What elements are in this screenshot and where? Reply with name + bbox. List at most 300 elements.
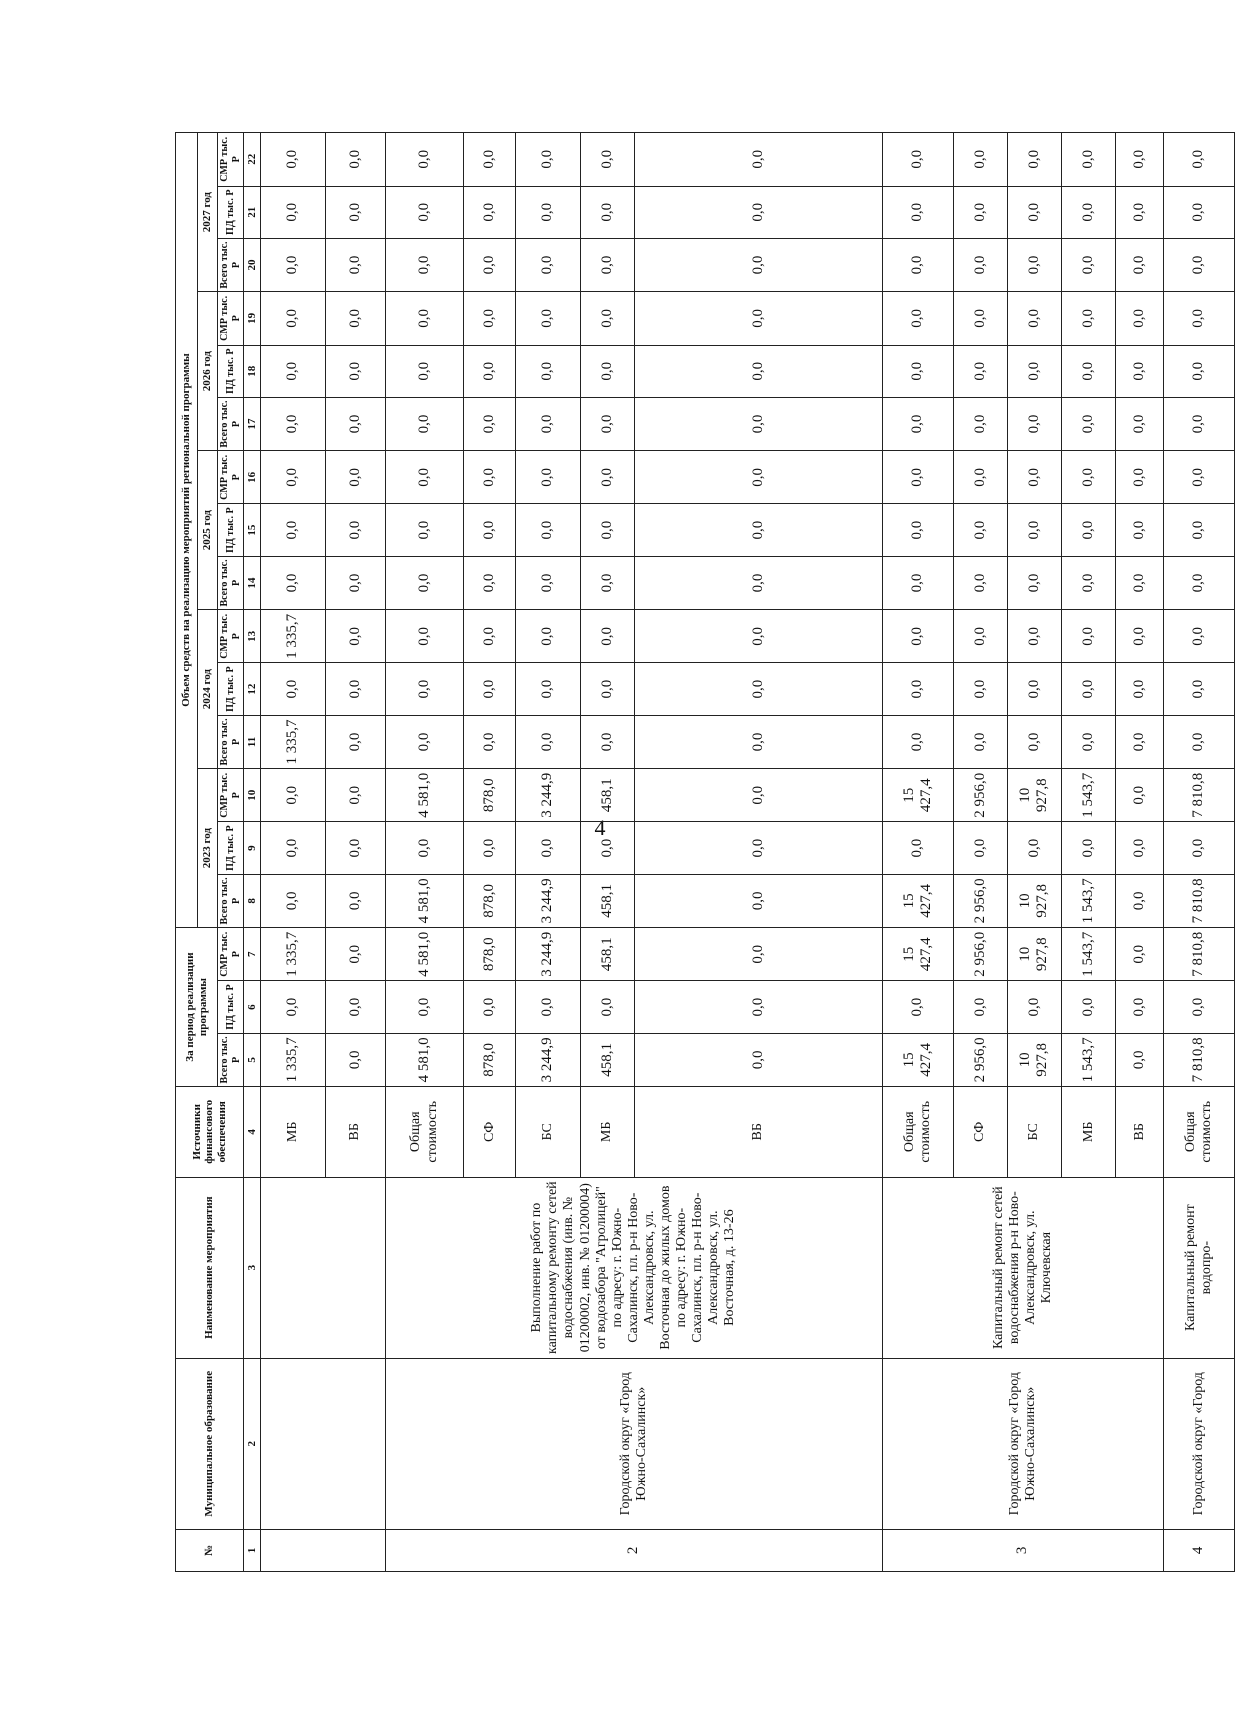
value-cell: 0,0 — [325, 345, 385, 397]
value-cell: 0,0 — [516, 133, 581, 187]
column-number: 8 — [244, 874, 261, 927]
value-cell: 0,0 — [1007, 981, 1061, 1033]
value-cell: 0,0 — [1007, 397, 1061, 450]
activity-name-cell: Выполнение работ по капитальному ремонту сетей водоснабжения (инв. № 01200002, инв. № 01200004) от водозабора "Агролицей" по адресу: г. Южно-Сахалинск, пл. р-н Ново-Александровск, ул. Восточная до жилых домов по адресу: г. Южно-Сахалинск, пл. р-н Ново-Александровск, ул. Восточная, д. 13-26 — [385, 1177, 882, 1358]
value-cell: 0,0 — [1116, 556, 1164, 609]
value-cell: 10 927,8 — [1007, 928, 1061, 981]
value-cell: 878,0 — [464, 769, 516, 822]
header-year: 2025 год — [198, 451, 218, 610]
value-cell: 15 427,4 — [882, 928, 953, 981]
value-cell: 0,0 — [1116, 504, 1164, 556]
value-cell: 0,0 — [634, 981, 882, 1033]
value-cell: 1 335,7 — [261, 928, 326, 981]
value-cell: 0,0 — [634, 769, 882, 822]
table-row — [882, 133, 953, 1572]
value-cell: 7 810,8 — [1164, 1033, 1235, 1086]
value-cell: 1 543,7 — [1061, 928, 1115, 981]
value-cell: 7 810,8 — [1164, 928, 1235, 981]
value-cell: 0,0 — [325, 292, 385, 345]
value-cell: 878,0 — [464, 874, 516, 927]
value-cell: 0,0 — [1061, 397, 1115, 450]
source-cell: МБ — [580, 1087, 634, 1178]
value-cell: 0,0 — [1007, 610, 1061, 663]
value-cell: 2 956,0 — [953, 874, 1007, 927]
value-cell: 0,0 — [580, 451, 634, 504]
value-cell: 0,0 — [882, 397, 953, 450]
column-number: 19 — [244, 292, 261, 345]
value-cell: 0,0 — [1164, 504, 1235, 556]
value-cell: 0,0 — [464, 981, 516, 1033]
value-cell: 0,0 — [1061, 822, 1115, 874]
value-cell: 0,0 — [516, 610, 581, 663]
value-cell: 0,0 — [953, 663, 1007, 715]
value-cell: 0,0 — [1007, 133, 1061, 187]
value-cell: 0,0 — [516, 981, 581, 1033]
value-cell: 0,0 — [261, 663, 326, 715]
value-cell: 0,0 — [1164, 292, 1235, 345]
value-cell: 0,0 — [1061, 981, 1115, 1033]
value-cell: 0,0 — [1061, 133, 1115, 187]
value-cell: 0,0 — [882, 238, 953, 291]
value-cell: 0,0 — [580, 663, 634, 715]
value-cell: 0,0 — [261, 874, 326, 927]
value-cell: 0,0 — [1116, 981, 1164, 1033]
source-cell: БС — [516, 1087, 581, 1178]
value-cell: 0,0 — [882, 556, 953, 609]
value-cell: 0,0 — [385, 238, 463, 291]
value-cell: 0,0 — [882, 504, 953, 556]
header-year: 2027 год — [198, 133, 218, 292]
value-cell: 0,0 — [580, 186, 634, 238]
value-cell: 0,0 — [953, 715, 1007, 768]
value-cell: 0,0 — [516, 451, 581, 504]
value-cell: 10 927,8 — [1007, 1033, 1061, 1086]
value-cell: 0,0 — [634, 345, 882, 397]
value-cell: 0,0 — [882, 186, 953, 238]
value-cell: 0,0 — [634, 874, 882, 927]
activity-name-cell: Капитальный ремонт сетей водоснабжения р-н Ново-Александровск, ул. Ключевская — [882, 1177, 1163, 1358]
value-cell: 0,0 — [953, 345, 1007, 397]
value-cell: 0,0 — [261, 238, 326, 291]
value-cell: 0,0 — [953, 238, 1007, 291]
value-cell: 0,0 — [953, 610, 1007, 663]
value-cell: 0,0 — [953, 822, 1007, 874]
subheader-cell: СМР тыс. Р — [218, 610, 244, 663]
value-cell: 0,0 — [634, 292, 882, 345]
row-number: 2 — [385, 1529, 882, 1571]
value-cell: 0,0 — [580, 822, 634, 874]
value-cell: 0,0 — [464, 504, 516, 556]
value-cell: 0,0 — [385, 715, 463, 768]
subheader-cell: ПД тыс. Р — [218, 822, 244, 874]
value-cell: 0,0 — [634, 663, 882, 715]
value-cell: 0,0 — [1164, 397, 1235, 450]
value-cell: 0,0 — [385, 133, 463, 187]
value-cell: 0,0 — [1116, 133, 1164, 187]
value-cell: 2 956,0 — [953, 769, 1007, 822]
value-cell: 0,0 — [1116, 822, 1164, 874]
column-number: 3 — [244, 1177, 261, 1358]
value-cell: 0,0 — [1116, 769, 1164, 822]
value-cell: 0,0 — [464, 822, 516, 874]
value-cell: 0,0 — [580, 345, 634, 397]
value-cell: 0,0 — [464, 663, 516, 715]
source-cell: СФ — [464, 1087, 516, 1178]
value-cell: 0,0 — [325, 238, 385, 291]
value-cell: 0,0 — [1061, 451, 1115, 504]
value-cell: 1 543,7 — [1061, 769, 1115, 822]
column-number: 7 — [244, 928, 261, 981]
column-number: 13 — [244, 610, 261, 663]
value-cell: 0,0 — [1164, 556, 1235, 609]
value-cell: 0,0 — [1061, 292, 1115, 345]
value-cell: 0,0 — [1007, 238, 1061, 291]
value-cell: 0,0 — [385, 397, 463, 450]
value-cell: 0,0 — [1061, 238, 1115, 291]
value-cell: 0,0 — [325, 451, 385, 504]
activity-name-cell: Капитальный ремонт водопро- — [1164, 1177, 1235, 1358]
value-cell: 0,0 — [325, 186, 385, 238]
subheader-cell: ПД тыс. Р — [218, 186, 244, 238]
value-cell: 7 810,8 — [1164, 769, 1235, 822]
value-cell: 0,0 — [882, 715, 953, 768]
value-cell: 0,0 — [580, 715, 634, 768]
value-cell: 0,0 — [325, 928, 385, 981]
value-cell: 0,0 — [634, 928, 882, 981]
value-cell: 1 335,7 — [261, 1033, 326, 1086]
value-cell: 0,0 — [464, 238, 516, 291]
activity-name-cell — [261, 1177, 386, 1358]
value-cell: 0,0 — [385, 610, 463, 663]
source-cell: Общая стоимость — [385, 1087, 463, 1178]
source-cell: Общая стоимость — [1164, 1087, 1235, 1178]
header-year: 2026 год — [198, 292, 218, 451]
value-cell: 0,0 — [634, 556, 882, 609]
value-cell: 3 244,9 — [516, 874, 581, 927]
row-number: 3 — [882, 1529, 1163, 1571]
value-cell: 0,0 — [1007, 451, 1061, 504]
value-cell: 0,0 — [634, 451, 882, 504]
value-cell: 0,0 — [385, 186, 463, 238]
value-cell: 2 956,0 — [953, 928, 1007, 981]
value-cell: 0,0 — [1164, 663, 1235, 715]
value-cell: 0,0 — [464, 397, 516, 450]
value-cell: 0,0 — [516, 504, 581, 556]
value-cell: 0,0 — [261, 292, 326, 345]
value-cell: 0,0 — [953, 504, 1007, 556]
value-cell: 458,1 — [580, 928, 634, 981]
value-cell: 0,0 — [261, 451, 326, 504]
value-cell: 0,0 — [385, 345, 463, 397]
value-cell: 0,0 — [1061, 556, 1115, 609]
subheader-cell: СМР тыс. Р — [218, 133, 244, 187]
value-cell: 458,1 — [580, 769, 634, 822]
column-number: 1 — [244, 1529, 261, 1571]
value-cell: 0,0 — [1061, 186, 1115, 238]
column-number: 2 — [244, 1358, 261, 1529]
subheader-cell: Всего тыс. Р — [218, 397, 244, 450]
value-cell: 458,1 — [580, 874, 634, 927]
column-number: 11 — [244, 715, 261, 768]
municipality-cell: Городской округ «Город — [1164, 1358, 1235, 1529]
budget-table — [175, 132, 1235, 1572]
value-cell: 0,0 — [580, 610, 634, 663]
table-row — [1164, 133, 1235, 1572]
value-cell: 0,0 — [1007, 345, 1061, 397]
municipality-cell — [261, 1358, 386, 1529]
value-cell: 15 427,4 — [882, 1033, 953, 1086]
value-cell: 0,0 — [1007, 292, 1061, 345]
value-cell: 0,0 — [953, 556, 1007, 609]
value-cell: 0,0 — [882, 663, 953, 715]
value-cell: 0,0 — [261, 186, 326, 238]
value-cell: 0,0 — [325, 556, 385, 609]
value-cell: 0,0 — [580, 238, 634, 291]
header-sources: Источники финансового обеспечения — [176, 1087, 244, 1178]
value-cell: 0,0 — [1007, 556, 1061, 609]
column-number: 14 — [244, 556, 261, 609]
value-cell: 0,0 — [882, 345, 953, 397]
value-cell: 0,0 — [385, 822, 463, 874]
column-number: 12 — [244, 663, 261, 715]
value-cell: 0,0 — [953, 981, 1007, 1033]
column-number: 9 — [244, 822, 261, 874]
value-cell: 4 581,0 — [385, 769, 463, 822]
value-cell: 0,0 — [261, 133, 326, 187]
value-cell: 0,0 — [580, 292, 634, 345]
value-cell: 0,0 — [385, 451, 463, 504]
value-cell: 0,0 — [516, 663, 581, 715]
value-cell: 0,0 — [464, 133, 516, 187]
value-cell: 0,0 — [516, 238, 581, 291]
value-cell: 2 956,0 — [953, 1033, 1007, 1086]
column-number: 20 — [244, 238, 261, 291]
value-cell: 0,0 — [1164, 186, 1235, 238]
value-cell: 0,0 — [385, 556, 463, 609]
value-cell: 0,0 — [1061, 663, 1115, 715]
value-cell: 0,0 — [882, 451, 953, 504]
source-cell: МБ — [1061, 1087, 1115, 1178]
value-cell: 0,0 — [1164, 238, 1235, 291]
value-cell: 4 581,0 — [385, 1033, 463, 1086]
value-cell: 0,0 — [1164, 610, 1235, 663]
value-cell: 0,0 — [580, 133, 634, 187]
table-row — [261, 133, 326, 1572]
value-cell: 0,0 — [516, 345, 581, 397]
source-cell: ВБ — [1116, 1087, 1164, 1178]
value-cell: 0,0 — [1164, 451, 1235, 504]
value-cell: 1 335,7 — [261, 715, 326, 768]
value-cell: 7 810,8 — [1164, 874, 1235, 927]
value-cell: 0,0 — [325, 822, 385, 874]
value-cell: 0,0 — [385, 504, 463, 556]
value-cell: 0,0 — [1007, 504, 1061, 556]
column-number: 22 — [244, 133, 261, 187]
value-cell: 0,0 — [1061, 715, 1115, 768]
value-cell: 1 543,7 — [1061, 1033, 1115, 1086]
column-number: 21 — [244, 186, 261, 238]
value-cell: 15 427,4 — [882, 874, 953, 927]
value-cell: 0,0 — [1164, 345, 1235, 397]
column-number: 15 — [244, 504, 261, 556]
value-cell: 0,0 — [1061, 345, 1115, 397]
value-cell: 0,0 — [634, 238, 882, 291]
value-cell: 0,0 — [516, 397, 581, 450]
value-cell: 0,0 — [580, 504, 634, 556]
subheader-cell: ПД тыс. Р — [218, 663, 244, 715]
value-cell: 0,0 — [464, 610, 516, 663]
value-cell: 0,0 — [325, 397, 385, 450]
value-cell: 0,0 — [580, 981, 634, 1033]
value-cell: 0,0 — [1116, 292, 1164, 345]
value-cell: 0,0 — [325, 1033, 385, 1086]
value-cell: 0,0 — [261, 345, 326, 397]
value-cell: 0,0 — [385, 663, 463, 715]
header-volume: Объем средств на реализацию мероприятий региональной программы — [176, 133, 198, 928]
value-cell: 0,0 — [1164, 822, 1235, 874]
value-cell: 4 581,0 — [385, 928, 463, 981]
value-cell: 0,0 — [516, 292, 581, 345]
value-cell: 0,0 — [1116, 345, 1164, 397]
source-cell: МБ — [261, 1087, 326, 1178]
value-cell: 0,0 — [325, 504, 385, 556]
rotated-table-container — [175, 132, 1235, 1572]
value-cell: 0,0 — [464, 451, 516, 504]
value-cell: 0,0 — [634, 504, 882, 556]
value-cell: 0,0 — [261, 822, 326, 874]
header-total-period: За период реализации программы — [176, 928, 218, 1087]
value-cell: 0,0 — [1116, 663, 1164, 715]
value-cell: 0,0 — [1116, 1033, 1164, 1086]
source-cell: ВБ — [634, 1087, 882, 1178]
value-cell: 0,0 — [1061, 504, 1115, 556]
municipality-cell: Городской округ «Город Южно-Сахалинск» — [882, 1358, 1163, 1529]
value-cell: 0,0 — [1164, 981, 1235, 1033]
value-cell: 0,0 — [634, 715, 882, 768]
value-cell: 0,0 — [1116, 715, 1164, 768]
value-cell: 0,0 — [580, 556, 634, 609]
value-cell: 0,0 — [1007, 663, 1061, 715]
subheader-cell: СМР тыс. Р — [218, 769, 244, 822]
municipality-cell: Городской округ «Город Южно-Сахалинск» — [385, 1358, 882, 1529]
page-number: 4 — [594, 815, 606, 840]
header-municipality: Муниципальное образование — [176, 1358, 244, 1529]
value-cell: 1 335,7 — [261, 610, 326, 663]
value-cell: 0,0 — [634, 133, 882, 187]
value-cell: 0,0 — [464, 292, 516, 345]
value-cell: 0,0 — [325, 133, 385, 187]
value-cell: 0,0 — [1061, 610, 1115, 663]
header-year: 2024 год — [198, 610, 218, 769]
value-cell: 0,0 — [953, 292, 1007, 345]
value-cell: 10 927,8 — [1007, 874, 1061, 927]
value-cell: 0,0 — [325, 769, 385, 822]
subheader-cell: Всего тыс. Р — [218, 715, 244, 768]
value-cell: 0,0 — [325, 981, 385, 1033]
value-cell: 0,0 — [325, 874, 385, 927]
value-cell: 3 244,9 — [516, 928, 581, 981]
column-number: 17 — [244, 397, 261, 450]
value-cell: 0,0 — [1116, 451, 1164, 504]
value-cell: 15 427,4 — [882, 769, 953, 822]
subheader-cell: СМР тыс. Р — [218, 292, 244, 345]
value-cell: 0,0 — [325, 610, 385, 663]
value-cell: 0,0 — [1164, 715, 1235, 768]
value-cell: 0,0 — [882, 981, 953, 1033]
value-cell: 0,0 — [882, 292, 953, 345]
value-cell: 0,0 — [634, 397, 882, 450]
value-cell: 0,0 — [464, 715, 516, 768]
source-cell: ВБ — [325, 1087, 385, 1178]
value-cell: 0,0 — [325, 663, 385, 715]
column-number: 18 — [244, 345, 261, 397]
value-cell: 0,0 — [385, 292, 463, 345]
row-number — [261, 1529, 386, 1571]
value-cell: 0,0 — [261, 981, 326, 1033]
value-cell: 0,0 — [882, 822, 953, 874]
source-cell: Общая стоимость — [882, 1087, 953, 1178]
column-number: 6 — [244, 981, 261, 1033]
value-cell: 0,0 — [634, 186, 882, 238]
value-cell: 0,0 — [261, 397, 326, 450]
value-cell: 0,0 — [1116, 397, 1164, 450]
value-cell: 0,0 — [261, 504, 326, 556]
table-row — [385, 133, 463, 1572]
source-cell: СФ — [953, 1087, 1007, 1178]
column-number: 16 — [244, 451, 261, 504]
value-cell: 0,0 — [953, 451, 1007, 504]
header-year: 2023 год — [198, 769, 218, 928]
value-cell: 0,0 — [464, 186, 516, 238]
subheader-cell: Всего тыс. Р — [218, 238, 244, 291]
value-cell: 0,0 — [1164, 133, 1235, 187]
header-activity: Наименование мероприятия — [176, 1177, 244, 1358]
row-number: 4 — [1164, 1529, 1235, 1571]
subheader-cell: ПД тыс. Р — [218, 981, 244, 1033]
value-cell: 0,0 — [325, 715, 385, 768]
value-cell: 0,0 — [261, 556, 326, 609]
value-cell: 0,0 — [1116, 928, 1164, 981]
source-cell: БС — [1007, 1087, 1061, 1178]
value-cell: 0,0 — [516, 186, 581, 238]
column-number: 10 — [244, 769, 261, 822]
value-cell: 0,0 — [516, 556, 581, 609]
value-cell: 0,0 — [953, 133, 1007, 187]
header-no: № — [176, 1529, 244, 1571]
value-cell: 0,0 — [634, 1033, 882, 1086]
value-cell: 0,0 — [261, 769, 326, 822]
value-cell: 0,0 — [385, 981, 463, 1033]
value-cell: 0,0 — [882, 133, 953, 187]
value-cell: 0,0 — [1116, 874, 1164, 927]
value-cell: 0,0 — [1116, 238, 1164, 291]
value-cell: 0,0 — [516, 715, 581, 768]
value-cell: 0,0 — [464, 556, 516, 609]
value-cell: 0,0 — [1007, 822, 1061, 874]
value-cell: 10 927,8 — [1007, 769, 1061, 822]
value-cell: 0,0 — [1007, 186, 1061, 238]
value-cell: 0,0 — [1116, 610, 1164, 663]
subheader-cell: Всего тыс. Р — [218, 874, 244, 927]
value-cell: 1 543,7 — [1061, 874, 1115, 927]
value-cell: 0,0 — [953, 397, 1007, 450]
value-cell: 4 581,0 — [385, 874, 463, 927]
value-cell: 0,0 — [516, 822, 581, 874]
value-cell: 0,0 — [953, 186, 1007, 238]
column-number: 4 — [244, 1087, 261, 1178]
column-number: 5 — [244, 1033, 261, 1086]
subheader-cell: СМР тыс. Р — [218, 451, 244, 504]
